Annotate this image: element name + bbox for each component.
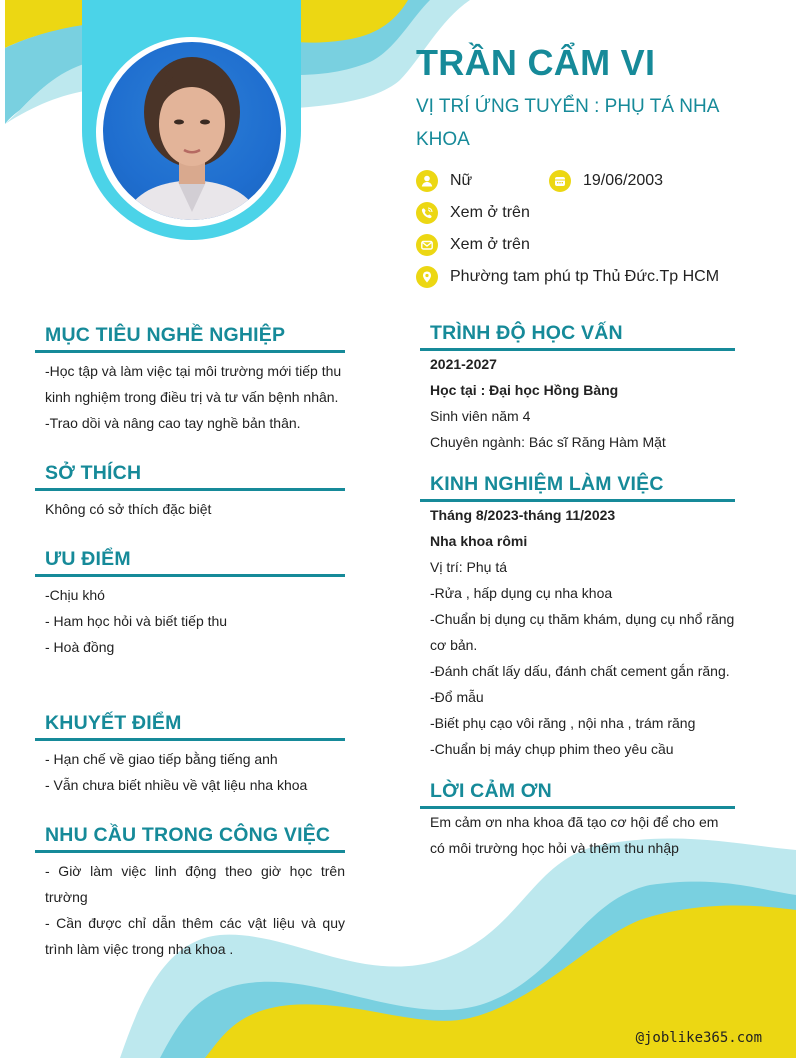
phone-value: Xem ở trên [450, 204, 530, 221]
education-school: Học tại : Đại học Hồng Bàng [430, 382, 619, 398]
contact-birthday [549, 170, 663, 192]
experience-line: Vị trí: Phụ tá [430, 559, 508, 575]
experience-line: -Rửa , hấp dụng cụ nha khoa [430, 585, 613, 601]
section-education [420, 318, 735, 455]
weakness-line: - Vẫn chưa biết nhiều về vật liệu nha khoa [45, 777, 308, 793]
education-major: Chuyên ngành: Bác sĩ Răng Hàm Mặt [430, 434, 666, 450]
section-objective [35, 320, 345, 436]
mail-icon [416, 234, 438, 256]
section-title: NHU CẦU TRONG CÔNG VIỆC [35, 820, 345, 853]
experience-period: Tháng 8/2023-tháng 11/2023 [430, 507, 616, 523]
section-title: KINH NGHIỆM LÀM VIỆC [420, 469, 735, 502]
section-title: MỤC TIÊU NGHỀ NGHIỆP [35, 320, 345, 353]
section-strengths [35, 544, 345, 660]
experience-line: -Chuẩn bị máy chụp phim theo yêu cầu [430, 741, 674, 757]
strength-line: - Hoà đồng [45, 639, 115, 655]
hobby-line: Không có sở thích đặc biệt [45, 501, 212, 517]
phone-icon [416, 202, 438, 224]
section-thanks [420, 776, 735, 861]
contact-phone [416, 202, 530, 224]
address-value: Phường tam phú tp Thủ Đức.Tp HCM [450, 268, 720, 285]
section-title: ƯU ĐIỂM [35, 544, 345, 577]
section-title: SỞ THÍCH [35, 458, 345, 491]
contact-email [416, 234, 530, 256]
section-needs [35, 820, 345, 962]
section-weaknesses [35, 708, 345, 798]
experience-line: -Đổ mẫu [430, 689, 484, 705]
email-value: Xem ở trên [450, 236, 530, 253]
objective-line: -Trao dồi và nâng cao tay nghề bản thân. [45, 415, 301, 431]
calendar-icon [549, 170, 571, 192]
strength-line: - Ham học hỏi và biết tiếp thu [45, 613, 228, 629]
location-pin-icon [416, 266, 438, 288]
needs-line: - Cần được chỉ dẫn thêm các vật liệu và quy trình làm việc trong nha khoa . [45, 915, 345, 957]
needs-line: - Giờ làm việc linh động theo giờ học trên trường [45, 863, 345, 905]
gender-value: Nữ [450, 172, 473, 189]
education-period: 2021-2027 [430, 356, 497, 372]
experience-company: Nha khoa rômi [430, 533, 528, 549]
applied-position: VỊ TRÍ ỨNG TUYỂN : PHỤ TÁ NHA KHOA [416, 96, 719, 150]
weakness-line: - Hạn chế về giao tiếp bằng tiếng anh [45, 751, 278, 767]
user-icon [416, 170, 438, 192]
section-hobbies [35, 458, 345, 522]
birthday-value: 19/06/2003 [583, 172, 664, 189]
experience-line: -Đánh chất lấy dấu, đánh chất cement gắn răng. [430, 663, 730, 679]
experience-line: -Biết phụ cạo vôi răng , nội nha , trám răng [430, 715, 696, 731]
education-year: Sinh viên năm 4 [430, 408, 531, 424]
objective-line: -Học tập và làm việc tại môi trường mới tiếp thu kinh nghiệm trong điều trị và tư vấn bệnh nhân. [45, 363, 342, 405]
thanks-line: Em cảm ơn nha khoa đã tạo cơ hội để cho em có môi trường học hỏi và thêm thu nhập [430, 814, 719, 856]
contact-address [416, 266, 719, 288]
section-title: LỜI CẢM ƠN [420, 776, 735, 809]
candidate-name: TRẦN CẨM VI [416, 42, 656, 83]
section-title: TRÌNH ĐỘ HỌC VẤN [420, 318, 735, 351]
strength-line: -Chịu khó [45, 587, 105, 603]
section-title: KHUYẾT ĐIỂM [35, 708, 345, 741]
portrait-illustration [103, 42, 281, 220]
experience-line: -Chuẩn bị dụng cụ thăm khám, dụng cụ nhổ răng cơ bản. [430, 611, 735, 653]
contact-gender [416, 170, 472, 192]
watermark: @joblike365.com [635, 1030, 762, 1046]
profile-photo [103, 42, 281, 220]
section-experience [420, 469, 735, 762]
